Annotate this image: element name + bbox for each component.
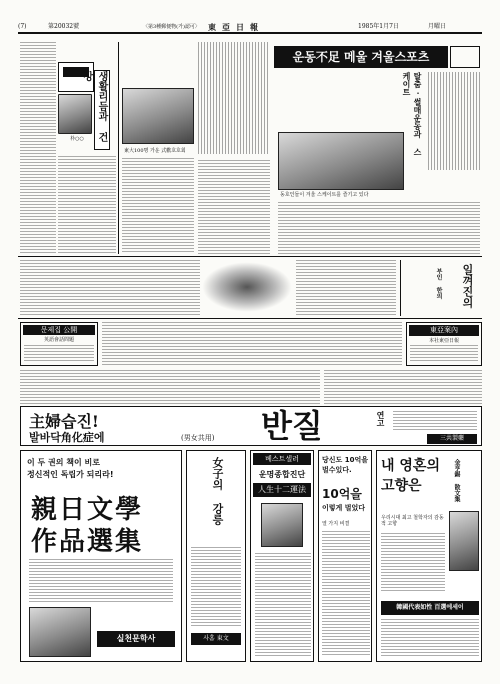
money-ad [318, 450, 372, 662]
fortune-ad-text [255, 553, 311, 657]
novel-ad-text [191, 547, 241, 627]
literature-title-2: 作品選集 [31, 527, 144, 557]
news-photo-caption: 東大100명 가운 式歡호호회 [124, 148, 186, 154]
skating-photo [278, 132, 404, 190]
band2-text [20, 260, 200, 316]
literature-publisher: 실천문학사 [97, 631, 175, 647]
banner-endcap [450, 46, 480, 68]
essay-ad [376, 450, 482, 662]
money-ad-sub: 이렇게 벌었다 [322, 504, 366, 512]
fortune-title: 운명종합진단 [258, 470, 306, 479]
issue-day: 月曜日 [428, 23, 447, 30]
ointment-ad-line2: 발바닥角化症에 [29, 431, 105, 444]
literature-title-1: 親日文學 [31, 495, 144, 525]
exam-ad-subtitle: 英語會話問題 [43, 337, 74, 343]
page-header [18, 22, 482, 34]
ointment-ad-text [393, 411, 477, 431]
small-ads-text [20, 370, 320, 404]
donga-guide-text [410, 345, 478, 363]
author-photo [29, 607, 91, 657]
column-title: 생활리듬과 건강 [94, 70, 110, 150]
ointment-ad-line1: 主婦습진! [29, 412, 99, 431]
novel-ad [186, 450, 246, 662]
money-ad-text [322, 531, 370, 657]
news-photo-people [122, 88, 194, 144]
essay-mid-text: 우리시대 최고 철학자의 감동적 고향 [381, 515, 444, 527]
fortune-author-photo [261, 503, 303, 547]
classified-text [102, 322, 402, 366]
mid-body-text-2 [198, 160, 270, 254]
literature-ad [20, 450, 182, 662]
body-text [20, 42, 56, 254]
ink-illustration [202, 262, 292, 312]
issue-date: 1985年1月7日 [358, 23, 399, 30]
band2-text-2 [296, 260, 396, 316]
exam-ad-text [24, 345, 94, 363]
left-text-column [20, 42, 56, 254]
donga-guide-title: 東亞案內 [409, 325, 479, 336]
winter-body-text [278, 202, 480, 254]
donga-guide-box [406, 322, 482, 366]
fortune-ad [250, 450, 314, 662]
mid-body-text [122, 158, 194, 254]
portrait-caption: 朴○○ [70, 136, 84, 142]
money-ad-big: 10억을 [322, 487, 362, 501]
column-divider [118, 42, 119, 254]
vertical-text-column [198, 42, 270, 154]
issue-number: 第20032號 [48, 23, 80, 30]
literature-ad-tagline-1: 이 두 권의 책이 비로 [27, 458, 100, 467]
art-column-caption: 부인 한의 [435, 268, 442, 299]
masthead: 東亞日報 [208, 22, 264, 32]
literature-ad-tagline-2: 정신적인 독립가 되리라! [27, 470, 114, 479]
winter-sports-banner: 운동不足 메울 겨울스포츠 [274, 46, 448, 68]
section-rule-2 [18, 318, 482, 319]
skating-photo-caption: 동호인들이 겨울 스케이트를 즐기고 있다 [280, 192, 369, 198]
novel-title: 女子의 강릉 [211, 457, 224, 525]
money-ad-lead: 당신도 10억을 벌수있다. [322, 456, 368, 474]
fortune-series: 人生十二運法 [253, 483, 311, 497]
novel-publisher: 사홈 東文 [191, 633, 241, 645]
left-body-text [58, 156, 116, 254]
literature-ad-text [29, 559, 173, 603]
money-list-caption: 열 가지 비결 [322, 521, 350, 527]
essay-title-top: 내 영혼의 [381, 458, 440, 474]
winter-sports-subtitle: 탈춤·썰매운동과 스케이트 [402, 72, 423, 156]
essay-author: 金亨錫 散文集 [453, 459, 460, 502]
postal-meta: 〈第3種郵便物(가)認可〉 [143, 24, 200, 30]
essay-ad-text [381, 533, 445, 593]
page-number: (7) [18, 23, 27, 30]
essay-title-bottom: 고향은 [381, 478, 422, 494]
donga-guide-subtitle: 本社東亞日報 [428, 338, 459, 344]
ointment-ad-brand: 반질 [261, 407, 323, 445]
section-rule-1 [18, 256, 482, 257]
winter-vertical-text [428, 72, 480, 170]
manufacturer-logo: 三共製藥 [427, 434, 477, 444]
essay-author-photo [449, 511, 479, 571]
essay-ad-text-2 [381, 619, 479, 657]
art-column-box [400, 260, 480, 316]
exam-ad-title: 문제집 公開 [23, 325, 95, 335]
portrait-photo [58, 94, 92, 134]
bestseller-badge: 베스트셀러 [253, 453, 311, 465]
exam-ad-box [20, 322, 98, 366]
essay-series: 韓國代表如性 百選에세이 [381, 601, 479, 615]
ointment-ad-suffix: (男女共用) [181, 434, 215, 442]
ointment-ad-side: 연고 [376, 411, 386, 427]
art-column-title: 일껴진의 [461, 264, 474, 308]
small-ads-text-2 [324, 370, 482, 404]
ointment-ad [20, 406, 482, 446]
